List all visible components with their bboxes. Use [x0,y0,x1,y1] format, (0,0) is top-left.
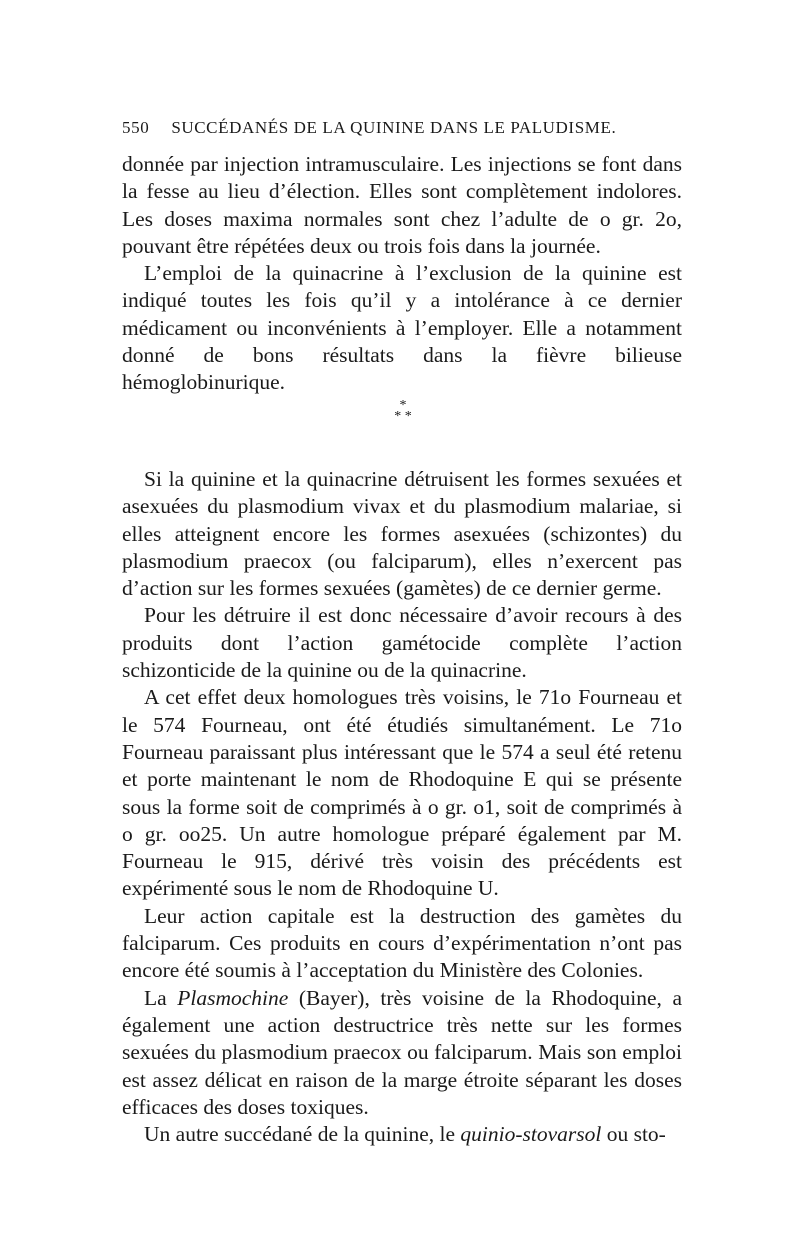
page-number: 550 [122,118,150,137]
quinio-lead: Un autre succédané de la quinine, le [144,1122,456,1147]
paragraph-quinacrine-indication: L’emploi de la quinacrine à l’exclusion de la quinine est indiqué toutes les fois qu’il y a intolérance à ce dernier médicament ou inconvénients à l’employer. Elle a notamment donné de bons résultats dans la fièvre bilieuse hémoglobinurique. [122,261,682,395]
paragraph-plasmochine [122,985,682,1121]
paragraph-gametocide: Pour les détruire il est donc nécessaire d’avoir recours à des produits dont l’action gamétocide complète l’action schizonticide de la quinine ou de la quinacrine. [122,603,682,683]
text-section-1 [122,151,682,397]
plasmochine-term: Plasmochine [177,985,289,1010]
running-header [122,118,682,138]
asterism-top: * [399,398,407,413]
paragraph-quinio-stovarsol [122,1121,682,1148]
quinio-text: ou sto- [606,1122,666,1147]
asterism-bottom: * * [394,409,412,424]
paragraph-sexual-forms: Si la quinine et la quinacrine détruisent les formes sexuées et asexuées du plasmodium vivax et du plasmodium malariae, si elles atteignent encore les formes asexuées (schizontes) du plasmodium praecox (ou falciparum), elles n’exercent pas d’action sur les formes sexuées (gamètes) de ce dernier germe. [122,467,682,601]
paragraph-falciparum-action: Leur action capitale est la destruction des gamètes du falciparum. Ces produits en cours d’expérimentation n’ont pas encore été soumis à l’acceptation du Ministère des Colonies. [122,903,682,983]
asterism-separator [388,400,418,422]
paragraph-rhodoquine: A cet effet deux homologues très voisins, le 71o Fourneau et le 574 Fourneau, ont été étudiés simultanément. Le 71o Fourneau paraissant plus intéressant que le 574 a seul été retenu et porte maintenant le nom de Rhodoquine E qui se présente sous la forme soit de comprimés à o gr. o1, soit de comprimés à o gr. oo25. Un autre homologue préparé également par M. Fourneau le 915, dérivé très voisin des précédents est expérimenté sous le nom de Rhodoquine U. [122,685,682,901]
text-section-2 [122,466,682,1148]
paragraph-continued: donnée par injection intramusculaire. Les injections se font dans la fesse au lieu d’élection. Elles sont complètement indolores. Les doses maxima normales sont chez l’adulte de o gr. 2o, pouvant être répétées deux ou trois fois dans la journée. [122,152,682,258]
running-title: SUCCÉDANÉS DE LA QUININE DANS LE PALUDISME. [171,118,617,137]
plasmochine-lead: La [144,985,167,1010]
quinio-stovarsol-term: quinio-stovarsol [460,1122,602,1147]
plasmochine-text: (Bayer), très voisine de la Rhodoquine, a également une action destructrice très nette sur les formes sexuées du plasmodium praecox ou falciparum. Mais son emploi est assez délicat en raison de la marge étroite séparant les doses efficaces des doses toxiques. [122,985,683,1119]
